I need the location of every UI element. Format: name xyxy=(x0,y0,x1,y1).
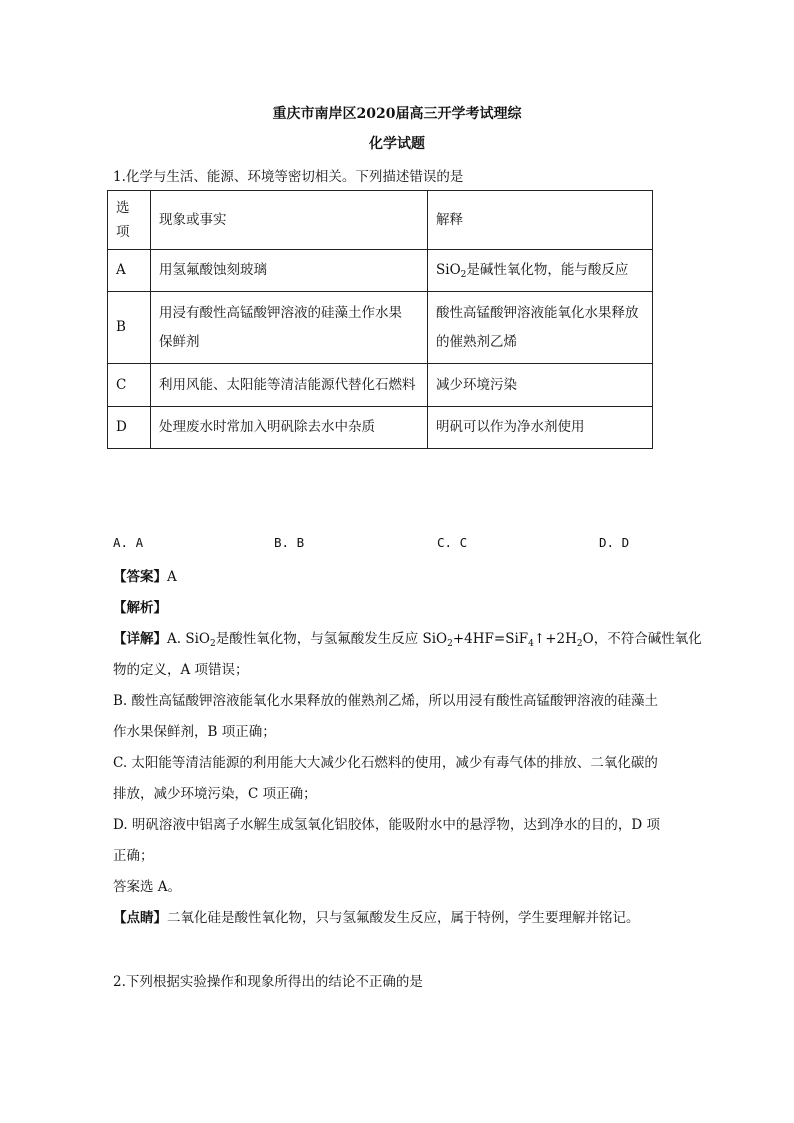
detail-text: +4HF=SiF xyxy=(452,631,529,647)
row-option: A xyxy=(108,250,151,292)
detail-text: A. SiO xyxy=(167,631,210,647)
subscript: 2 xyxy=(209,639,216,649)
detail-text: ↑+2H xyxy=(533,631,577,647)
subscript: 2 xyxy=(576,639,583,649)
detail-c-line-1: C. 太阳能等清洁能源的利用能大大减少化石燃料的使用，减少有毒气体的排放、二氧化碳的 xyxy=(113,755,658,771)
answer-line xyxy=(113,565,177,585)
tip-text: 二氧化硅是酸性氧化物，只与氢氟酸发生反应，属于特例，学生要理解并铭记。 xyxy=(167,910,640,926)
header-option-char-1: 选 xyxy=(116,200,130,216)
row-explanation xyxy=(428,292,653,364)
row-fact: 处理废水时常加入明矾除去水中杂质 xyxy=(151,407,428,449)
detail-a-line-1 xyxy=(113,627,702,647)
subscript: 2 xyxy=(447,639,453,649)
answer-label: 【答案】 xyxy=(113,569,167,585)
table-header-row xyxy=(108,191,653,250)
row-option: C xyxy=(108,364,151,407)
detail-d-line-1: D. 明矾溶液中铝离子水解生成氢氧化铝胶体，能吸附水中的悬浮物，达到净水的目的，D 项 xyxy=(113,817,661,833)
table-header-fact: 现象或事实 xyxy=(151,191,428,250)
detail-b-line-2: 作水果保鲜剂，B 项正确； xyxy=(113,724,276,740)
option-d: D. D xyxy=(599,535,630,550)
row-option: D xyxy=(108,407,151,449)
row-fact: 利用风能、太阳能等清洁能源代替化石燃料 xyxy=(151,364,428,407)
table-row xyxy=(108,250,653,292)
detail-a-line-2: 物的定义，A 项错误； xyxy=(113,662,249,678)
table-header-option xyxy=(108,191,151,250)
analysis-label: 【解析】 xyxy=(113,600,167,616)
row-explanation: 减少环境污染 xyxy=(428,364,653,407)
table-row xyxy=(108,364,653,407)
row-fact xyxy=(151,292,428,364)
formula-subscript: 2 xyxy=(460,270,467,280)
page-title: 重庆市南岸区2020届高三开学考试理综 xyxy=(272,106,522,122)
detail-d-line-2: 正确； xyxy=(113,848,154,864)
page-subtitle: 化学试题 xyxy=(369,136,425,152)
detail-b-line-1: B. 酸性高锰酸钾溶液能氧化水果释放的催熟剂乙烯，所以用浸有酸性高锰酸钾溶液的硅藻土 xyxy=(113,693,659,709)
option-c: C. C xyxy=(437,535,468,550)
exp-line-1: 酸性高锰酸钾溶液能氧化水果释放 xyxy=(436,304,639,321)
table-row xyxy=(108,407,653,449)
header-option-char-2: 项 xyxy=(116,224,130,240)
detail-text: O，不符合碱性氧化 xyxy=(582,631,702,647)
tip-line xyxy=(113,906,640,926)
question-1-table xyxy=(107,190,653,449)
exp-line-2: 的催熟剂乙烯 xyxy=(436,333,517,350)
table-row xyxy=(108,292,653,364)
tip-label: 【点睛】 xyxy=(113,910,167,926)
option-b: B. B xyxy=(274,535,305,550)
row-explanation: 明矾可以作为净水剂使用 xyxy=(428,407,653,449)
question-1-stem: 1.化学与生活、能源、环境等密切相关。下列描述错误的是 xyxy=(113,169,464,185)
table-header-explanation: 解释 xyxy=(428,191,653,250)
row-fact: 用氢氟酸蚀刻玻璃 xyxy=(151,250,428,292)
answer-value: A xyxy=(167,569,177,585)
subscript: 4 xyxy=(528,639,534,649)
fact-line-2: 保鲜剂 xyxy=(159,333,200,350)
row-option: B xyxy=(108,292,151,364)
detail-label: 【详解】 xyxy=(113,631,167,647)
detail-text: 是酸性氧化物，与氢氟酸发生反应 SiO xyxy=(215,631,448,647)
conclusion-line: 答案选 A。 xyxy=(113,879,182,895)
option-a: A. A xyxy=(113,535,144,550)
explanation-text: 是碱性氧化物，能与酸反应 xyxy=(466,262,629,278)
row-explanation xyxy=(428,250,653,292)
fact-line-1: 用浸有酸性高锰酸钾溶液的硅藻土作水果 xyxy=(159,304,402,321)
question-2-stem: 2.下列根据实验操作和现象所得出的结论不正确的是 xyxy=(113,974,423,990)
formula-text: SiO xyxy=(436,262,461,278)
detail-c-line-2: 排放，减少环境污染，C 项正确； xyxy=(113,786,317,802)
